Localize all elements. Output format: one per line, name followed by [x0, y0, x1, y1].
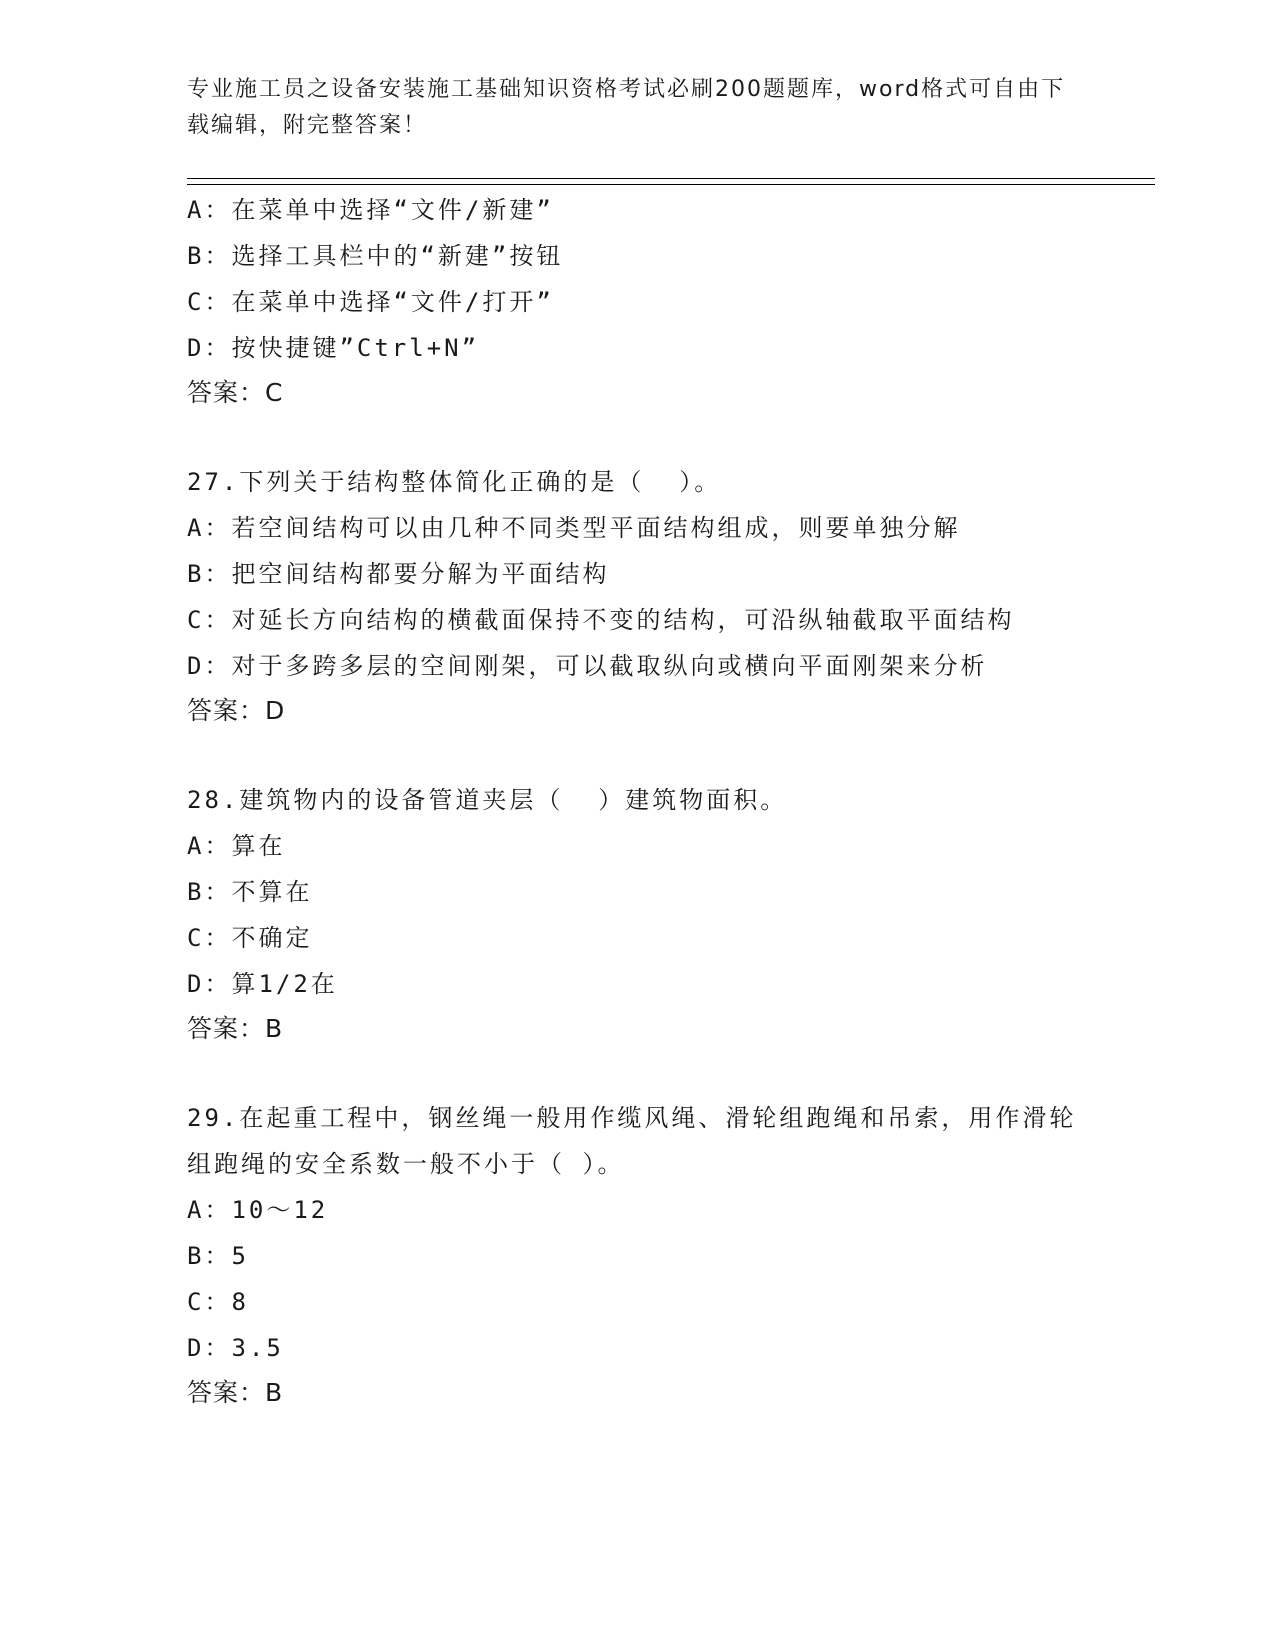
option-b: B：把空间结构都要分解为平面结构 — [187, 560, 610, 588]
question-26 — [187, 187, 1155, 415]
option-b: B：5 — [187, 1242, 249, 1270]
document-header: 专业施工员之设备安装施工基础知识资格考试必刷200题题库，word格式可自由下载编辑，附完整答案！ — [187, 77, 1066, 138]
header-divider-top — [187, 178, 1155, 179]
option-a: A：若空间结构可以由几种不同类型平面结构组成，则要单独分解 — [187, 514, 961, 542]
answer: 答案：B — [187, 1014, 284, 1043]
option-b: B：不算在 — [187, 878, 313, 906]
answer: 答案：C — [187, 378, 284, 407]
question-28 — [187, 777, 1155, 1051]
option-c: C：对延长方向结构的横截面保持不变的结构，可沿纵轴截取平面结构 — [187, 606, 1015, 634]
question-list — [187, 187, 1155, 1459]
option-a: A：在菜单中选择“文件/新建” — [187, 196, 554, 224]
option-d: D：对于多跨多层的空间刚架，可以截取纵向或横向平面刚架来分析 — [187, 652, 988, 680]
option-a: A：10～12 — [187, 1196, 329, 1224]
question-29 — [187, 1095, 1155, 1415]
answer: 答案：D — [187, 696, 286, 725]
option-c: C：在菜单中选择“文件/打开” — [187, 288, 554, 316]
answer: 答案：B — [187, 1378, 284, 1407]
option-a: A：算在 — [187, 832, 286, 860]
question-stem: 28.建筑物内的设备管道夹层（ ）建筑物面积。 — [187, 786, 788, 814]
option-b: B：选择工具栏中的“新建”按钮 — [187, 242, 564, 270]
option-c: C：不确定 — [187, 924, 313, 952]
option-d: D：算1/2在 — [187, 970, 338, 998]
option-c: C：8 — [187, 1288, 249, 1316]
question-27 — [187, 459, 1155, 733]
option-d: D：按快捷键”Ctrl+N” — [187, 334, 480, 362]
option-d: D：3.5 — [187, 1334, 284, 1362]
question-stem: 27.下列关于结构整体简化正确的是（ ）。 — [187, 468, 722, 496]
header-divider-bottom — [187, 184, 1155, 185]
question-stem: 29.在起重工程中，钢丝绳一般用作缆风绳、滑轮组跑绳和吊索，用作滑轮组跑绳的安全系数一般不小于（ ）。 — [187, 1104, 1077, 1178]
